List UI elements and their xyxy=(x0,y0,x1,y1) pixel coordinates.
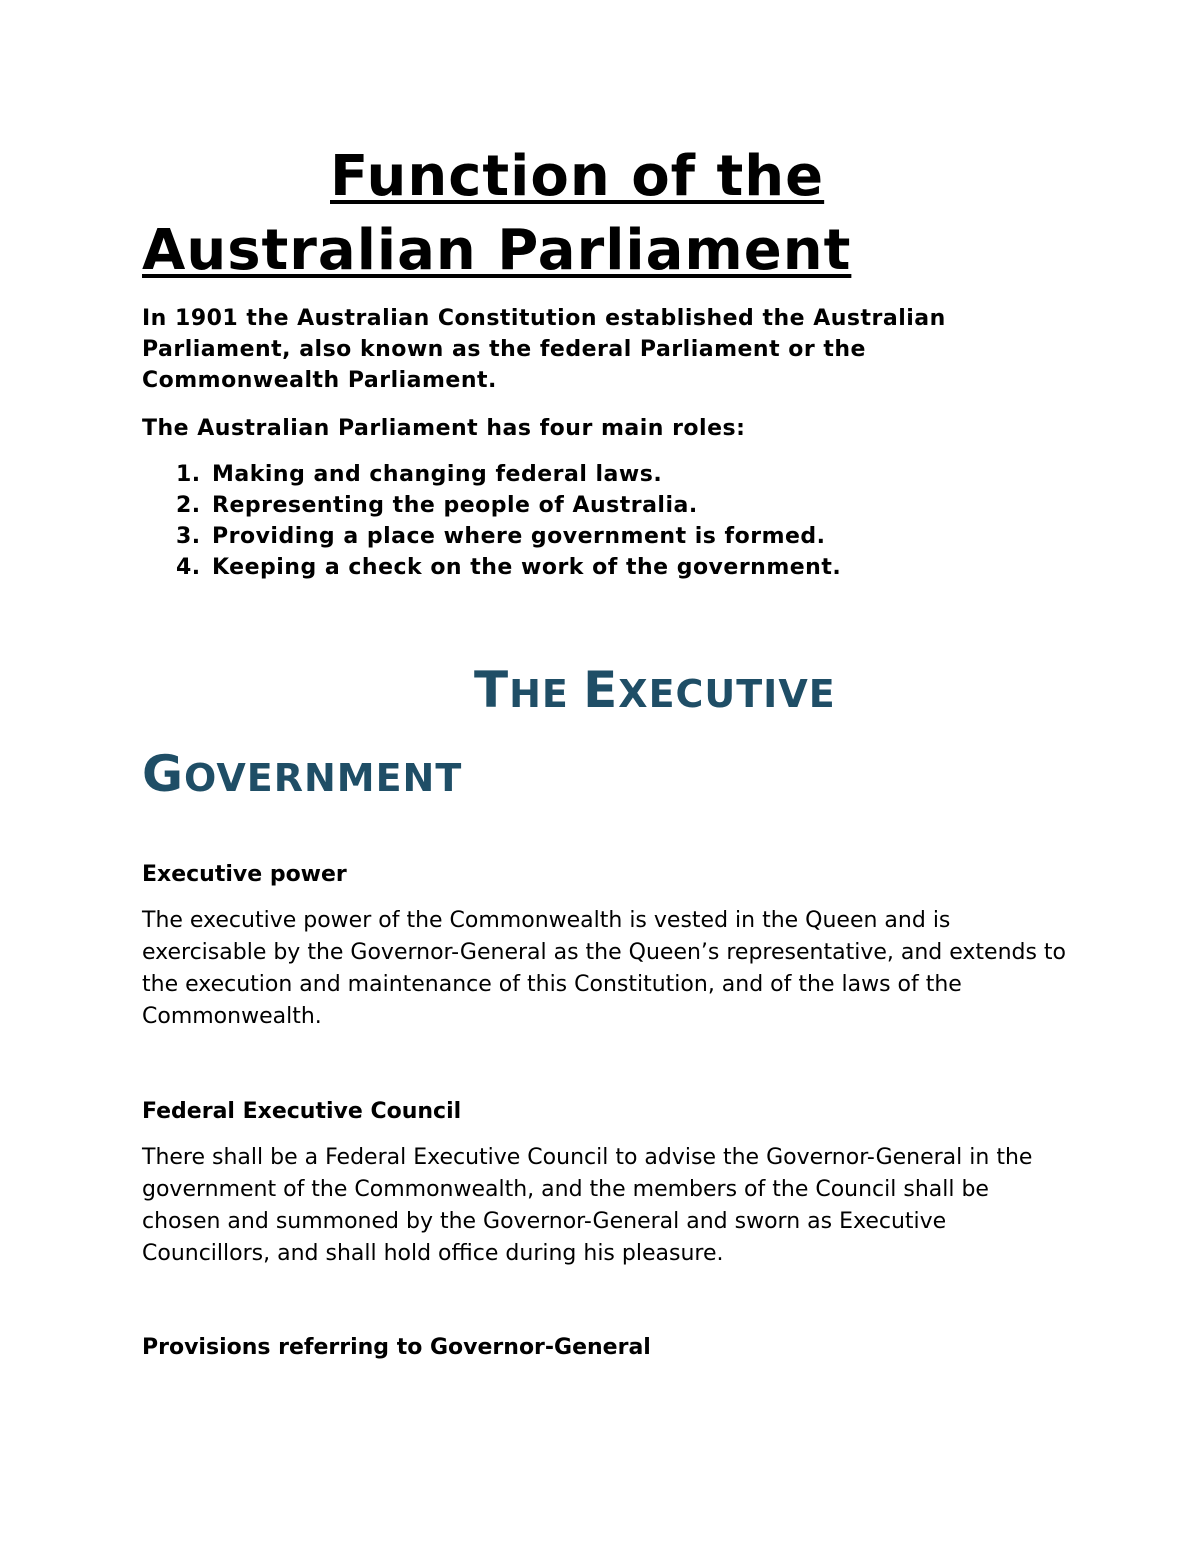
heading-part-he: HE xyxy=(509,672,584,716)
title-line-2: Australian Parliament xyxy=(142,218,852,283)
executive-power-paragraph: The executive power of the Commonwealth is vested in the Queen and is exercisable by the Governor-General as the Queen’s representative, and extends to the execution and maintenance of this Constitution, and of the laws of the Commonwealth. xyxy=(142,908,1067,1029)
list-item xyxy=(142,490,1022,521)
executive-government-heading xyxy=(142,650,1072,818)
roles-list xyxy=(142,459,1022,583)
list-item-number: 4. xyxy=(176,555,201,580)
list-item-number: 2. xyxy=(176,493,201,518)
intro-paragraph: In 1901 the Australian Constitution established the Australian Parliament, also known as the federal Parliament or the Commonwealth Parliament. xyxy=(142,306,946,393)
list-item xyxy=(142,521,1022,552)
executive-power-heading: Executive power xyxy=(142,862,347,887)
heading-initial-e: E xyxy=(583,661,619,719)
list-item-text: Representing the people of Australia. xyxy=(212,493,698,518)
heading-initial-g: G xyxy=(142,745,185,803)
heading-initial-t: T xyxy=(474,661,510,719)
federal-executive-council-paragraph: There shall be a Federal Executive Council to advise the Governor-General in the government of the Commonwealth, and the members of the Council shall be chosen and summoned by the Governor-General and sworn as Executive Councillors, and shall hold office during his pleasure. xyxy=(142,1145,1033,1266)
governor-general-provisions-heading: Provisions referring to Governor-General xyxy=(142,1335,651,1360)
list-item-text: Keeping a check on the work of the government. xyxy=(212,555,842,580)
list-item xyxy=(142,459,1022,490)
heading-part-xecutive: XECUTIVE xyxy=(618,672,836,716)
title-line-1: Function of the xyxy=(330,144,825,209)
list-item-number: 1. xyxy=(176,462,201,487)
federal-executive-council-heading: Federal Executive Council xyxy=(142,1099,462,1124)
list-item xyxy=(142,552,1022,583)
roles-lead-text: The Australian Parliament has four main roles: xyxy=(142,416,746,441)
heading-part-overnment: OVERNMENT xyxy=(184,756,463,800)
list-item-text: Providing a place where government is formed. xyxy=(212,524,826,549)
list-item-number: 3. xyxy=(176,524,201,549)
document-title xyxy=(142,140,1072,288)
list-item-text: Making and changing federal laws. xyxy=(212,462,663,487)
